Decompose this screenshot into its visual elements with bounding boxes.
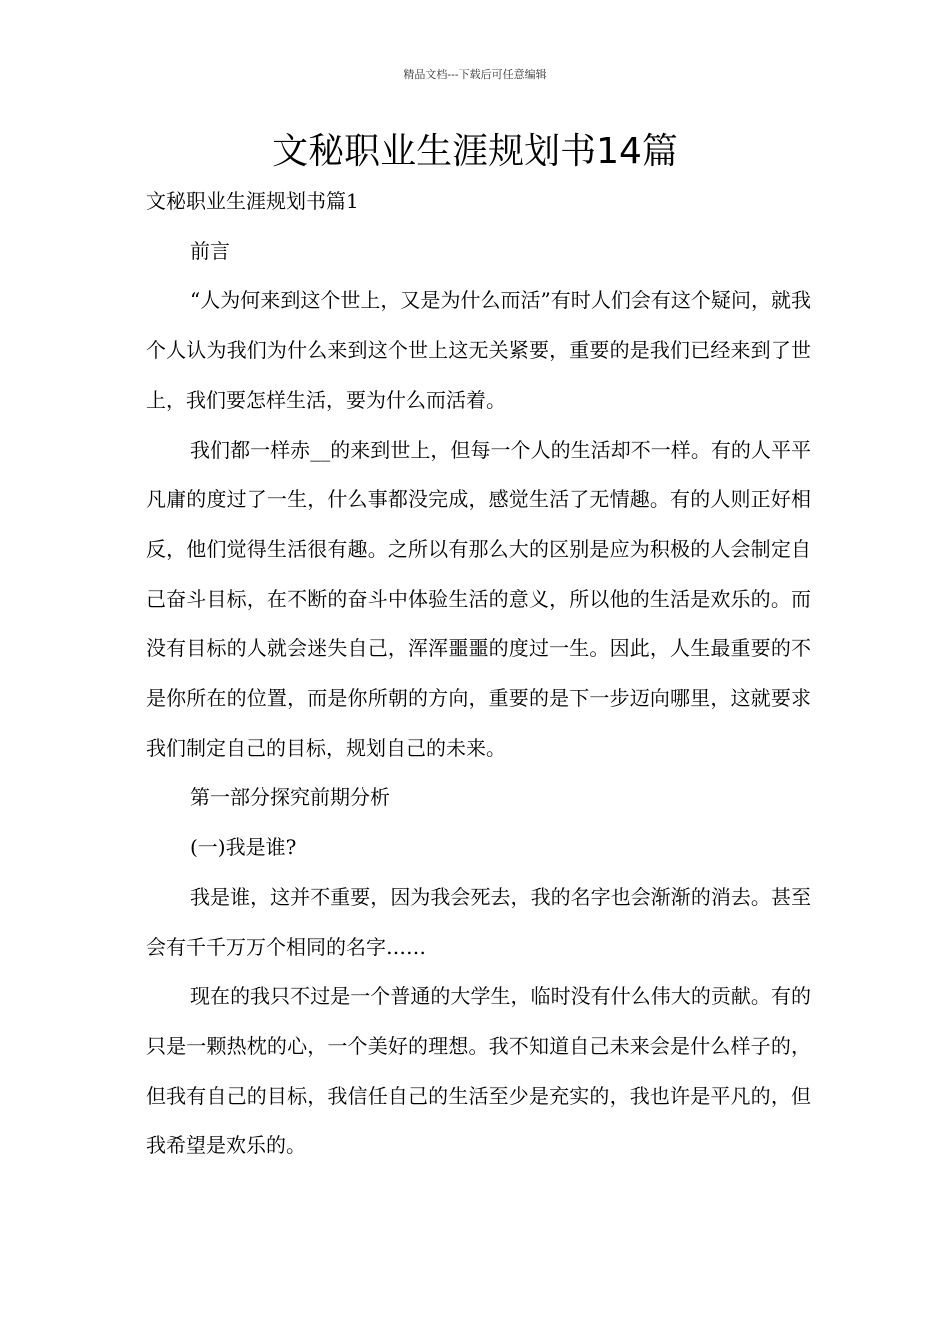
paragraph-part-one-heading: 第一部分探究前期分析 bbox=[190, 785, 390, 810]
paragraph-3: 我是谁，这并不重要，因为我会死去，我的名字也会渐渐的消去。甚至会有千千万万个相同的名字…… bbox=[146, 884, 811, 959]
document-title: 文秘职业生涯规划书14篇 bbox=[272, 131, 678, 172]
paragraph-1: “人为何来到这个世上，又是为什么而活”有时人们会有这个疑问，就我个人认为我们为什么来到这个世上这无关紧要，重要的是我们已经来到了世上，我们要怎样生活，要为什么而活着。 bbox=[146, 288, 811, 412]
paragraph-2: 我们都一样赤__的来到世上，但每一个人的生活却不一样。有的人平平凡庸的度过了一生，什么事都没完成，感觉生活了无情趣。有的人则正好相反，他们觉得生活很有趣。之所以有那么大的区别是应为积极的人会制定自己奋斗目标，在不断的奋斗中体验生活的意义，所以他的生活是欢乐的。而没有目标的人就会迷失自己，浑浑噩噩的度过一生。因此，人生最重要的不是你所在的位置，而是你所朝的方向，重要的是下一步迈向哪里，这就要求我们制定自己的目标，规划自己的未来。 bbox=[146, 437, 811, 760]
header-note: 精品文档---下载后可任意编辑 bbox=[403, 68, 547, 81]
paragraph-4: 现在的我只不过是一个普通的大学生，临时没有什么伟大的贡献。有的只是一颗热枕的心，一个美好的理想。我不知道自己未来会是什么样子的，但我有自己的目标，我信任自己的生活至少是充实的，我也许是平凡的，但我希望是欢乐的。 bbox=[146, 984, 811, 1158]
document-body bbox=[146, 177, 811, 1171]
section-subtitle: 文秘职业生涯规划书篇1 bbox=[146, 189, 359, 213]
paragraph-who-am-i-heading: (一)我是谁? bbox=[190, 835, 297, 860]
paragraph-preface-heading: 前言 bbox=[190, 238, 230, 263]
